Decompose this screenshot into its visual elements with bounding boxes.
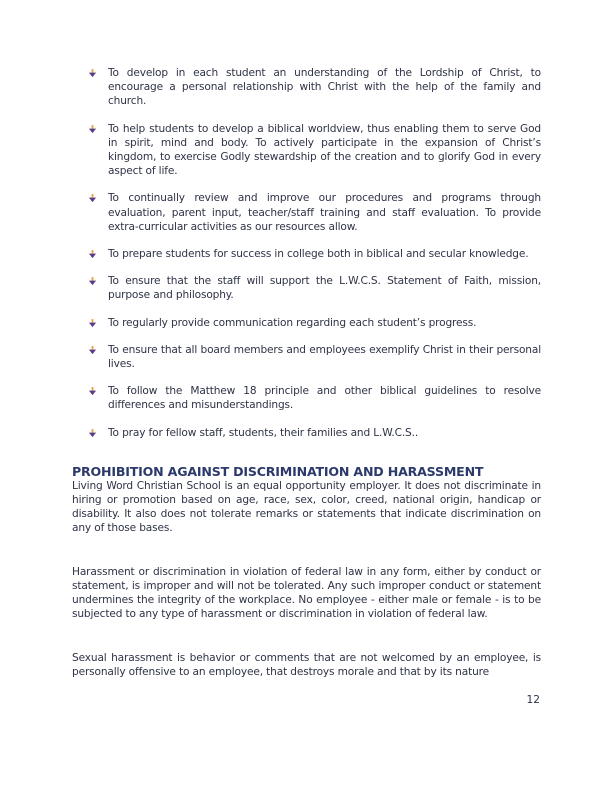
bullet-text: To develop in each student an understanding of the Lordship of Christ, to encourage a personal relationship with Christ with the help of the family and church. (108, 67, 541, 108)
list-item (86, 247, 541, 261)
bullet-text: To help students to develop a biblical worldview, thus enabling them to serve God in spirit, mind and body. To actively participate in the expansion of Christ’s kingdom, to exercise Godly stewardship of the creation and to glorify God in every aspect of life. (108, 122, 541, 178)
list-item (86, 191, 541, 234)
arrow-bullet-icon (88, 346, 97, 355)
bullet-text: To ensure that all board members and employees exemplify Christ in their personal lives. (108, 343, 541, 371)
arrow-bullet-icon (88, 250, 97, 259)
bullet-text: To ensure that the staff will support the L.W.C.S. Statement of Faith, mission, purpose and philosophy. (108, 275, 541, 302)
equal-opportunity-paragraph: Living Word Christian School is an equal opportunity employer. It does not discriminate in hiring or promotion based on age, race, sex, color, creed, national origin, handicap or disability. It also does not tolerate remarks or statements that indicate discrimination on any of those bases. (72, 480, 541, 535)
list-item (86, 316, 541, 330)
section-heading: PROHIBITION AGAINST DISCRIMINATION AND HARASSMENT (72, 464, 484, 479)
arrow-bullet-icon (88, 319, 97, 328)
list-item (86, 426, 541, 440)
bullet-text: To continually review and improve our procedures and programs through evaluation, parent input, teacher/staff training and staff evaluation. To provide extra-curricular activities as our resources allow. (108, 192, 541, 233)
list-item (86, 66, 541, 109)
arrow-bullet-icon (88, 194, 97, 203)
list-item (86, 343, 541, 371)
bullet-text: To prepare students for success in college both in biblical and secular knowledge. (108, 248, 529, 261)
arrow-bullet-icon (88, 69, 97, 78)
bullet-text: To follow the Matthew 18 principle and other biblical guidelines to resolve differences and misunderstandings. (108, 385, 541, 412)
arrow-bullet-icon (88, 277, 97, 286)
list-item (86, 274, 541, 302)
list-item (86, 384, 541, 412)
bullet-text: To pray for fellow staff, students, their families and L.W.C.S.. (108, 426, 419, 439)
sexual-harassment-paragraph: Sexual harassment is behavior or comments that are not welcomed by an employee, is personally offensive to an employee, that destroys morale and that by its nature (72, 652, 541, 679)
arrow-bullet-icon (88, 387, 97, 396)
goals-bullet-list (86, 66, 541, 453)
arrow-bullet-icon (88, 429, 97, 438)
harassment-paragraph: Harassment or discrimination in violation of federal law in any form, either by conduct or statement, is improper and will not be tolerated. Any such improper conduct or statement undermines the integrity of the workplace. No employee - either male or female - is to be subjected to any type of harassment or discrimination in violation of federal law. (72, 566, 541, 621)
page-number: 12 (526, 694, 540, 706)
list-item (86, 122, 541, 179)
arrow-bullet-icon (88, 125, 97, 134)
bullet-text: To regularly provide communication regarding each student’s progress. (108, 316, 477, 329)
